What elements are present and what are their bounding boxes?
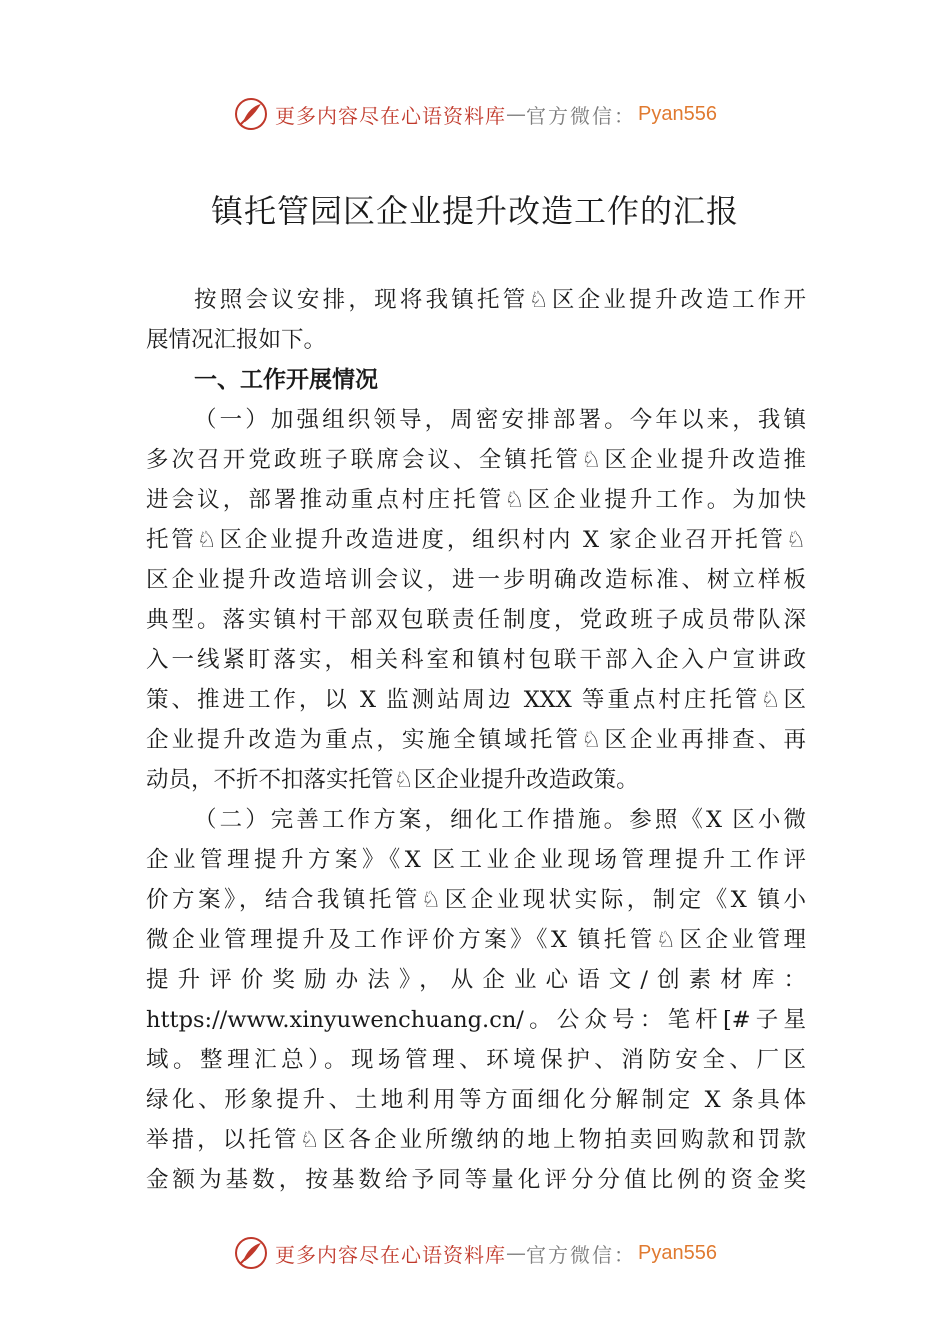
banner-separator: — — [506, 1241, 527, 1265]
paragraph-line: 金额为基数，按基数给予同等量化评分分值比例的资金奖 — [146, 1167, 806, 1193]
paragraph-line: 入一线紧盯落实，相关科室和镇村包联干部入企入户宣讲政 — [146, 647, 806, 673]
banner-label: 官方微信： — [526, 103, 637, 128]
footer-banner — [0, 1231, 950, 1275]
paragraph-line: 域。整理汇总）。现场管理、环境保护、消防安全、厂区 — [146, 1047, 806, 1073]
banner-wechat-id: Pyan556 — [638, 1241, 717, 1264]
paragraph-line: 区企业提升改造培训会议，进一步明确改造标准、树立样板 — [146, 567, 806, 593]
paragraph-line: 绿化、形象提升、土地利用等方面细化分解制定 X 条具体 — [146, 1087, 806, 1113]
paragraph-line: 策、推进工作，以 X 监测站周边 XXX 等重点村庄托管♘区 — [146, 687, 806, 713]
paragraph-line: 提升评价奖励办法》，从企业心语文/创素材库： — [146, 967, 806, 993]
paragraph-line: 多次召开党政班子联席会议、全镇托管♘区企业提升改造推 — [146, 447, 806, 473]
feather-pen-logo-icon — [233, 1235, 269, 1271]
banner-main-text: 更多内容尽在心语资料库 — [275, 103, 507, 128]
paragraph-line: 举措，以托管♘区各企业所缴纳的地上物拍卖回购款和罚款 — [146, 1127, 806, 1153]
paragraph-line: （一）加强组织领导，周密安排部署。今年以来，我镇 — [194, 407, 806, 433]
paragraph-line: 微企业管理提升及工作评价方案》《X 镇托管♘区企业管理 — [146, 927, 806, 953]
paragraph-line: 企业管理提升方案》《X 区工业企业现场管理提升工作评 — [146, 847, 806, 873]
banner-separator: — — [506, 102, 527, 126]
header-banner — [0, 92, 950, 136]
banner-label: 官方微信： — [526, 1242, 637, 1267]
paragraph-line: 典型。落实镇村干部双包联责任制度，党政班子成员带队深 — [146, 607, 806, 633]
banner-main-text: 更多内容尽在心语资料库 — [275, 1242, 507, 1267]
paragraph-line: 价方案》，结合我镇托管♘区企业现状实际，制定《X 镇小 — [146, 887, 806, 913]
paragraph-line: 展情况汇报如下。 — [146, 327, 327, 353]
paragraph-line: （二）完善工作方案，细化工作措施。参照《X 区小微 — [194, 807, 806, 833]
document-title: 镇托管园区企业提升改造工作的汇报 — [210, 192, 739, 230]
paragraph-line: 企业提升改造为重点，实施全镇域托管♘区企业再排查、再 — [146, 727, 806, 753]
feather-pen-logo-icon — [233, 96, 269, 132]
paragraph-line: 动员，不折不扣落实托管♘区企业提升改造政策。 — [146, 767, 639, 793]
paragraph-line: 进会议，部署推动重点村庄托管♘区企业提升工作。为加快 — [146, 487, 806, 513]
paragraph-line: https://www.xinyuwenchuang.cn/。公众号：笔杆[#子星 — [146, 1007, 806, 1033]
banner-wechat-id: Pyan556 — [638, 102, 717, 125]
section-heading: 一、工作开展情况 — [194, 367, 378, 393]
paragraph-line: 托管♘区企业提升改造进度，组织村内 X 家企业召开托管♘ — [146, 527, 806, 553]
paragraph-line: 按照会议安排，现将我镇托管♘区企业提升改造工作开 — [194, 287, 806, 313]
document-body — [146, 280, 806, 1200]
